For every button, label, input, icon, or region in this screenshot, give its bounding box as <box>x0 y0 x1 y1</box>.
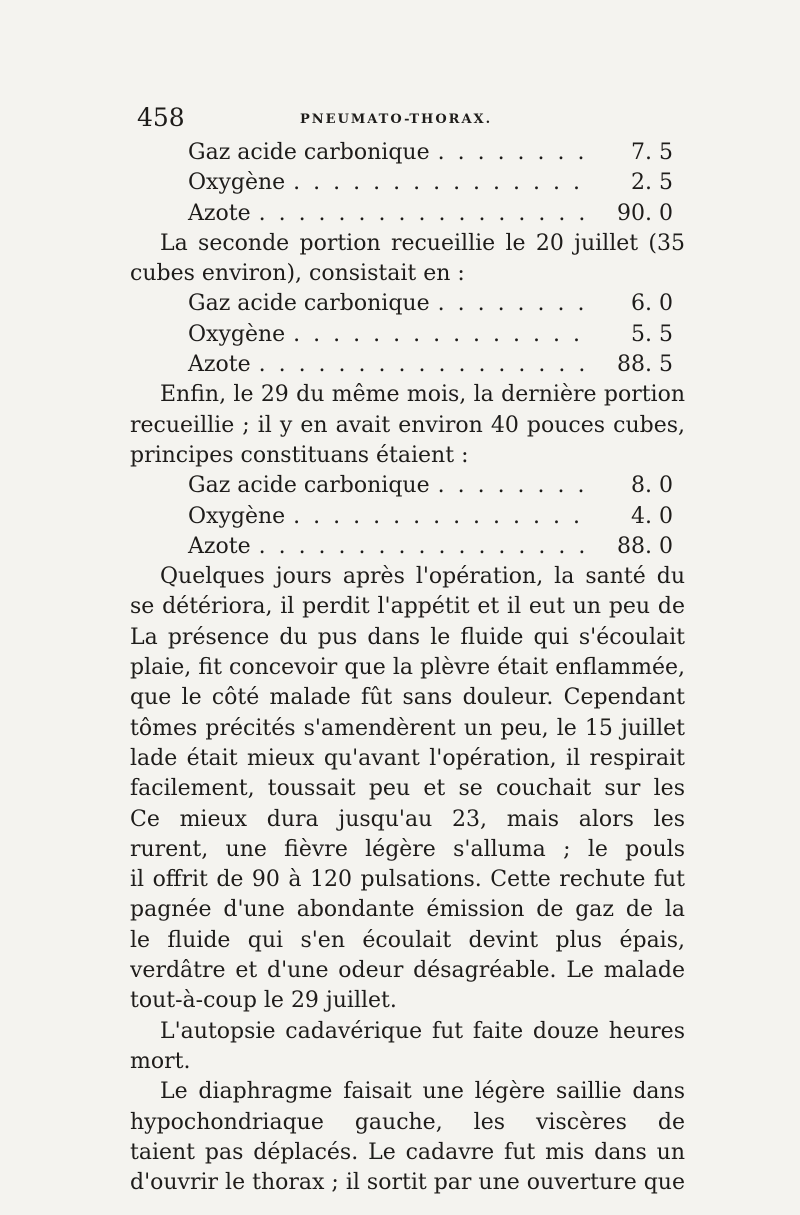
gas-composition-table-3 <box>130 471 685 562</box>
leader-dots <box>259 532 595 562</box>
text-line: recueillie ; il y en avait environ 40 pouces cubes, <box>130 412 685 438</box>
text-line: cubes environ), consistait en : <box>130 261 465 287</box>
gas-value: 88. 0 <box>617 533 673 559</box>
text-line: que le côté malade fût sans douleur. Cependant <box>130 685 685 711</box>
composition-row <box>130 138 685 168</box>
gas-value: 4. 0 <box>631 503 673 529</box>
text-line: rurent, une fièvre légère s'alluma ; le pouls <box>130 836 685 862</box>
composition-row <box>130 471 685 501</box>
text-line: verdâtre et d'une odeur désagréable. Le malade <box>130 958 685 984</box>
composition-row <box>130 502 685 532</box>
text-line: Ce mieux dura jusqu'au 23, mais alors les <box>130 806 685 832</box>
gas-name: Gaz acide carbonique <box>188 140 430 165</box>
gas-name: Oxygène <box>188 170 286 196</box>
leader-dots <box>293 320 595 350</box>
gas-value: 88. 5 <box>617 352 673 378</box>
text-line: L'autopsie cadavérique fut faite douze heures <box>160 1018 685 1044</box>
gas-value: 6. 0 <box>631 291 673 317</box>
gas-name: Gaz acide carbonique <box>188 291 430 317</box>
running-title: PNEUMATO-THORAX. <box>300 112 493 127</box>
text-line: d'ouvrir le thorax ; il sortit par une ouverture que <box>130 1170 685 1196</box>
leader-dots <box>293 168 595 198</box>
page-header <box>130 98 685 138</box>
gas-value: 5. 5 <box>631 321 673 347</box>
paragraph-patient-course <box>130 562 685 1016</box>
text-line: hypochondriaque gauche, les viscères de <box>130 1109 685 1135</box>
text-line: lade était mieux qu'avant l'opération, il respirait <box>130 745 685 771</box>
gas-name: Azote <box>188 200 251 226</box>
gas-composition-table-2 <box>130 289 685 380</box>
gas-name: Oxygène <box>188 321 286 347</box>
text-line: il offrit de 90 à 120 pulsations. Cette rechute fut <box>130 867 685 893</box>
composition-row <box>130 168 685 198</box>
gas-name: Oxygène <box>188 503 286 529</box>
text-line: plaie, fit concevoir que la plèvre était enflammée, <box>130 655 685 681</box>
paragraph-second-portion <box>130 229 685 290</box>
text-line: mort. <box>130 1048 191 1074</box>
gas-name: Azote <box>188 533 251 559</box>
leader-dots <box>438 289 595 319</box>
text-line: La seconde portion recueillie le 20 juillet (35 <box>160 230 685 256</box>
text-line: taient pas déplacés. Le cadavre fut mis dans un <box>130 1139 685 1165</box>
paragraph-diaphragm <box>130 1077 685 1198</box>
text-line: facilement, toussait peu et se couchait sur les <box>130 776 685 802</box>
text-line: tout-à-coup le 29 juillet. <box>130 988 397 1014</box>
gas-name: Azote <box>188 352 251 378</box>
gas-value: 7. 5 <box>631 140 673 165</box>
leader-dots <box>259 350 595 380</box>
composition-row <box>130 320 685 350</box>
text-line: La présence du pus dans le fluide qui s'écoulait <box>130 624 685 650</box>
composition-row <box>130 199 685 229</box>
composition-row <box>130 289 685 319</box>
paragraph-last-portion <box>130 380 685 471</box>
gas-value: 8. 0 <box>631 473 673 499</box>
text-line: pagnée d'une abondante émission de gaz de la <box>130 897 685 923</box>
paragraph-autopsy <box>130 1017 685 1078</box>
text-line: Le diaphragme faisait une légère saillie dans <box>160 1079 685 1105</box>
text-line: Enfin, le 29 du même mois, la dernière portion <box>160 382 685 408</box>
text-line: le fluide qui s'en écoulait devint plus épais, <box>130 927 685 953</box>
text-line: se détériora, il perdit l'appétit et il eut un peu de <box>130 594 685 620</box>
gas-name: Gaz acide carbonique <box>188 473 430 499</box>
book-page <box>130 98 685 1198</box>
text-line: Quelques jours après l'opération, la santé du <box>160 564 685 590</box>
text-line: tômes précités s'amendèrent un peu, le 15 juillet <box>130 715 685 741</box>
leader-dots <box>438 138 595 168</box>
text-line: principes constituans étaient : <box>130 442 469 468</box>
gas-value: 2. 5 <box>631 170 673 196</box>
leader-dots <box>438 471 595 501</box>
composition-row <box>130 532 685 562</box>
page-number: 458 <box>137 103 185 132</box>
composition-row <box>130 350 685 380</box>
gas-value: 90. 0 <box>617 200 673 226</box>
gas-composition-table-1 <box>130 138 685 229</box>
leader-dots <box>259 199 595 229</box>
leader-dots <box>293 502 595 532</box>
